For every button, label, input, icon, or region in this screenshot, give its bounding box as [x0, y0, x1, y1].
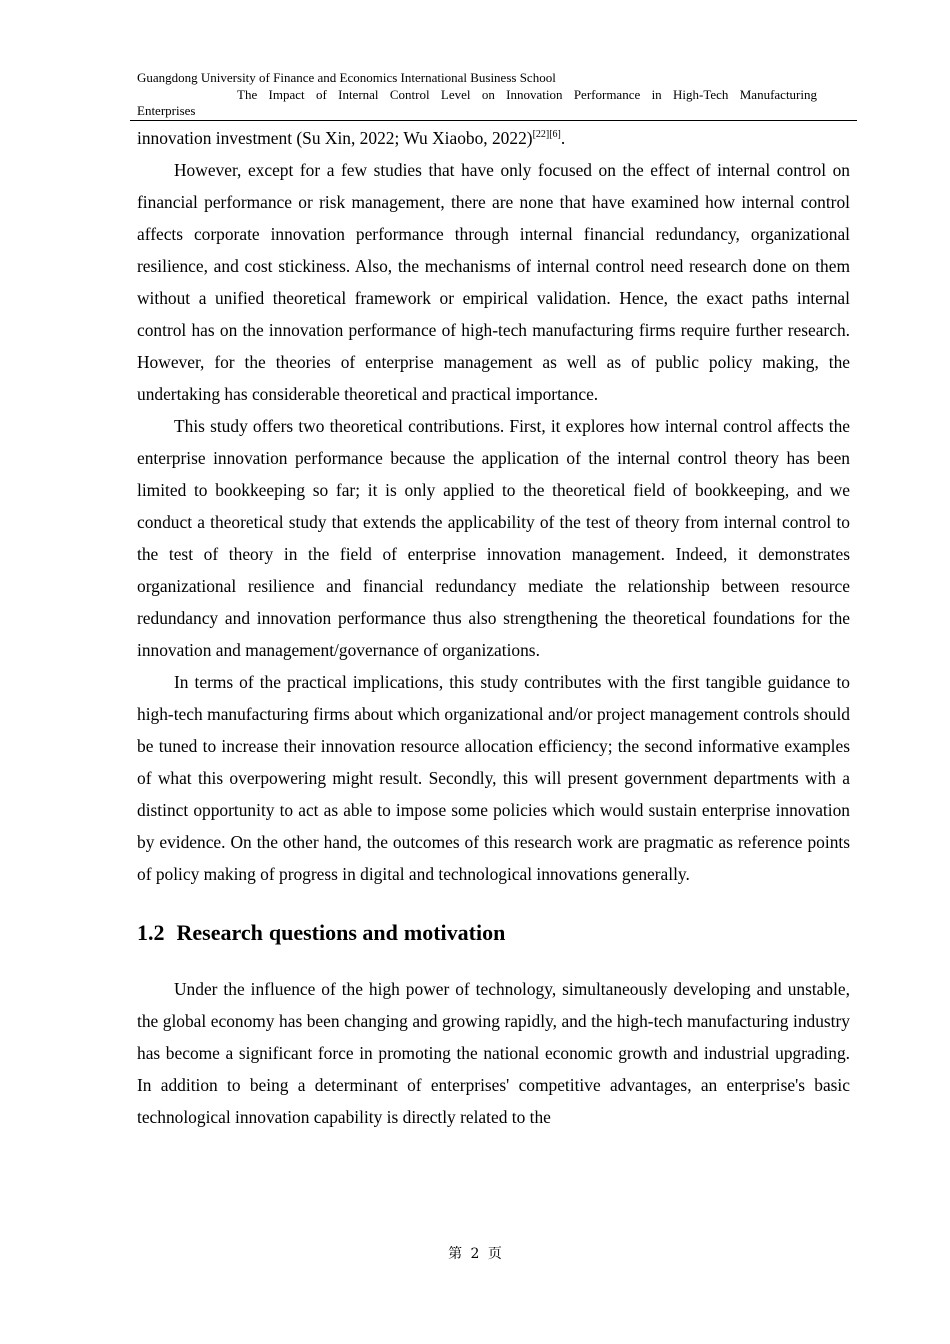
header-school: Guangdong University of Finance and Economics International Business School: [137, 70, 556, 85]
paragraph-continuation-text: innovation investment (Su Xin, 2022; Wu Xiaobo, 2022): [137, 128, 533, 148]
page-number: 2: [470, 1246, 480, 1262]
header-title-continuation: Enterprises: [137, 103, 196, 118]
page-header: [137, 70, 857, 120]
section-title-word-3: motivation: [403, 920, 506, 945]
footer-suffix: 页: [487, 1246, 502, 1262]
header-title: The Impact of Internal Control Level on Innovation Performance in High-Tech Manufacturing: [237, 86, 817, 102]
paragraph-continuation-end: .: [560, 128, 566, 148]
page-number-footer: [0, 1243, 950, 1263]
paragraph-practical-implications: In terms of the practical implications, this study contributes with the first tangible guidance to high-tech manufacturing firms about which organizational and/or project management controls should be tuned to increase their innovation resource allocation efficiency; the second informative examples of what this overpowering might result. Secondly, this will present government departments with a distinct opportunity to act as able to impose some policies which would sustain enterprise innovation by evidence. On the other hand, the outcomes of this research work are pragmatic as reference points of policy making of progress in digital and technological innovations generally.: [137, 672, 850, 884]
section-title-word-1: Research: [176, 920, 263, 945]
section-heading: [137, 917, 850, 949]
body-text: [137, 122, 850, 1133]
citation-reference: [22][6]: [532, 129, 561, 140]
footer-prefix: 第: [448, 1246, 463, 1262]
paragraph-theoretical-contributions: This study offers two theoretical contributions. First, it explores how internal control affects the enterprise innovation performance because the application of the internal control theory has been limited to bookkeeping so far; it is only applied to the theoretical field of bookkeeping, and we conduct a theoretical study that extends the applicability of the test of theory from internal control to the test of theory in the field of enterprise innovation management. Indeed, it demonstrates organizational resilience and financial redundancy mediate the relationship between resource redundancy and innovation performance thus also strengthening the theoretical foundations for the innovation and management/governance of organizations.: [137, 416, 850, 660]
section-title-word-2: questions and: [268, 920, 398, 945]
header-rule: [130, 120, 857, 121]
paragraph-background: Under the influence of the high power of technology, simultaneously developing and unstable, the global economy has been changing and growing rapidly, and the high-tech manufacturing industry has become a significant force in promoting the national economic growth and industrial upgrading. In addition to being a determinant of enterprises' competitive advantages, an enterprise's basic technological innovation capability is directly related to the: [137, 979, 850, 1127]
section-number: 1.2: [137, 920, 165, 945]
paragraph-research-gap: However, except for a few studies that have only focused on the effect of internal control on financial performance or risk management, there are none that have examined how internal control affects corporate innovation performance through internal financial redundancy, organizational resilience, and cost stickiness. Also, the mechanisms of internal control need research done on them without a unified theoretical framework or empirical validation. Hence, the exact paths internal control has on the innovation performance of high-tech manufacturing firms require further research. However, for the theories of enterprise management as well as of public policy making, the undertaking has considerable theoretical and practical importance.: [137, 160, 850, 404]
paragraph-continuation: [137, 122, 850, 154]
